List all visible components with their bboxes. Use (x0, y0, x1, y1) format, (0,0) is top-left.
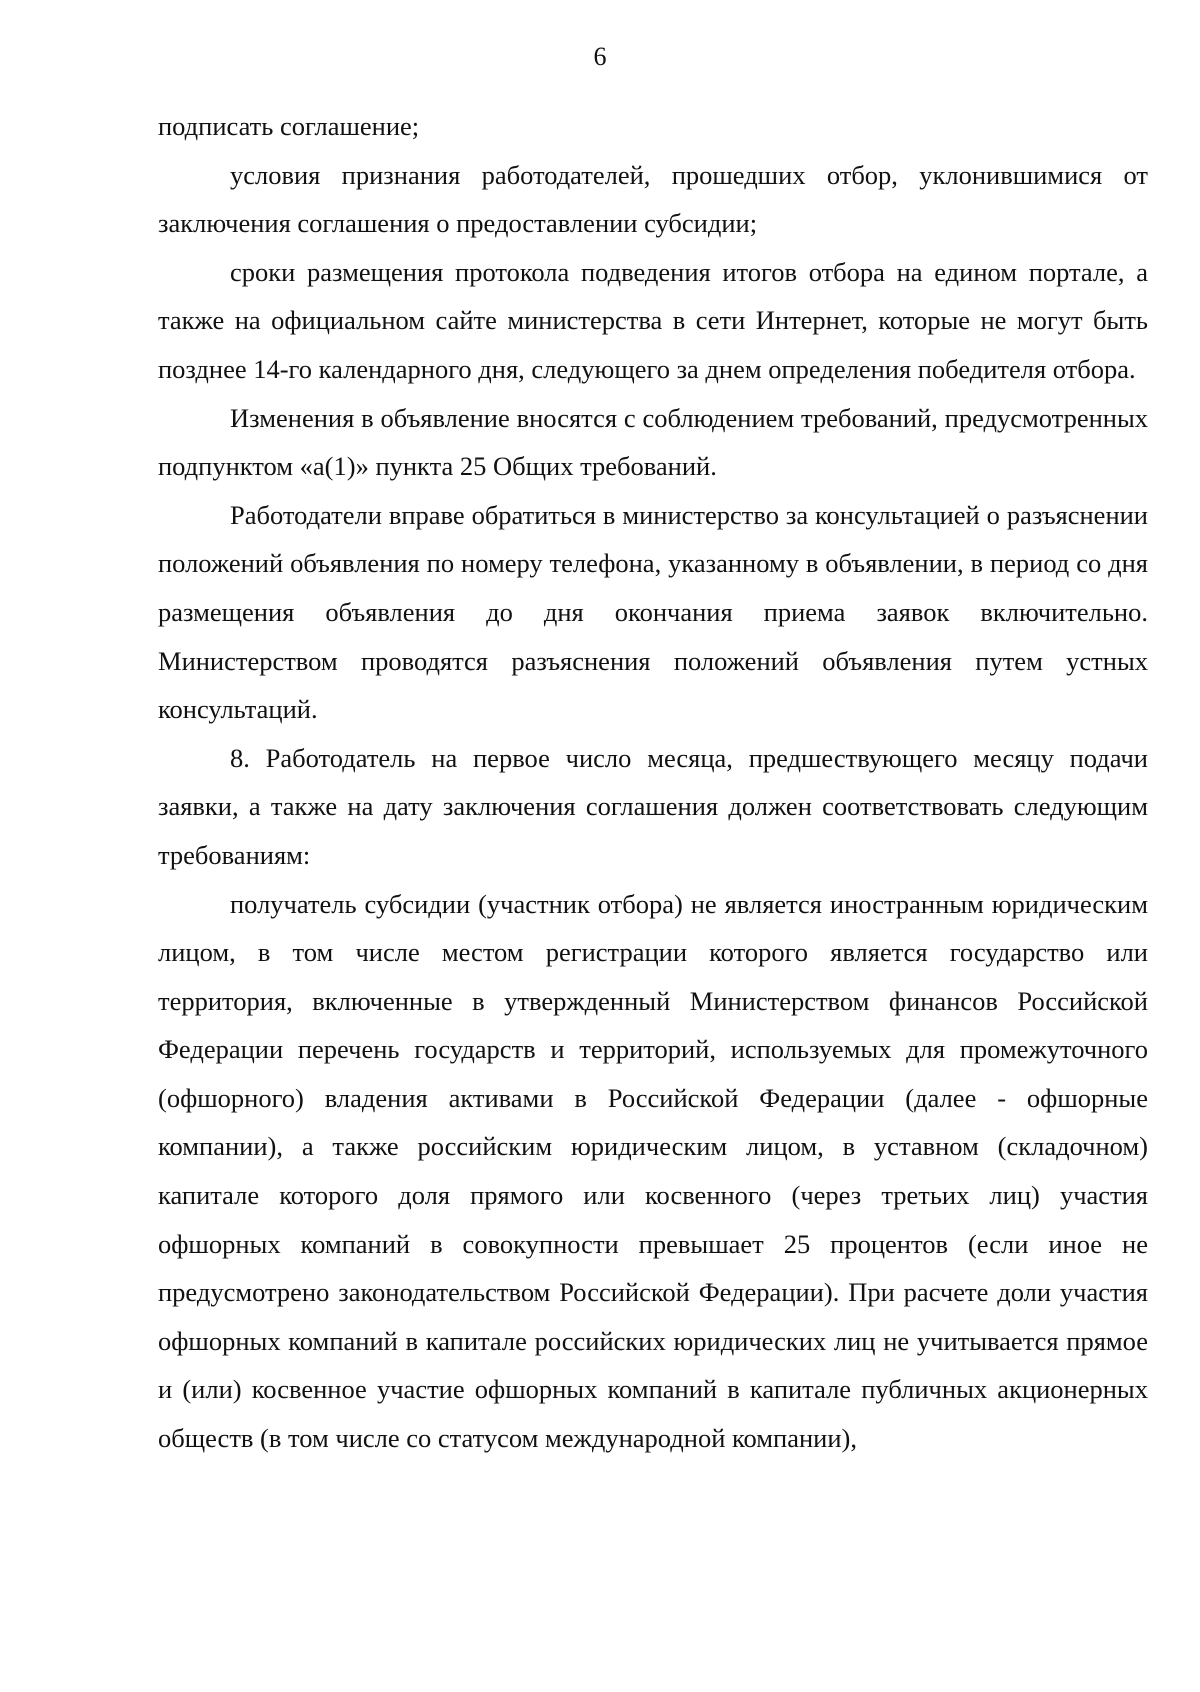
paragraph-consultations: Работодатели вправе обратиться в министерство за консультацией о разъяснении положений объявления по номеру телефона, указанному в объявлении, в период со дня размещения объявления до дня окончания приема заявок включительно. Министерством проводятся разъяснения положений объявления путем устных консультаций. (158, 499, 1148, 725)
page-number: 6 (593, 42, 607, 71)
document-body (158, 102, 1148, 1463)
paragraph-offshore-requirement: получатель субсидии (участник отбора) не является иностранным юридическим лицом, в том числе местом регистрации которого является государство или территория, включенные в утвержденный Министерством финансов Российской Федерации перечень государств и территорий, используемых для промежуточного (офшорного) владения активами в Российской Федерации (далее - офшорные компании), а также российским юридическим лицом, в уставном (складочном) капитале которого доля прямого или косвенного (через третьих лиц) участия офшорных компаний в совокупности превышает 25 процентов (если иное не предусмотрено законодательством Российской Федерации). При расчете доли участия офшорных компаний в капитале российских юридических лиц не учитывается прямое и (или) косвенное участие офшорных компаний в капитале публичных акционерных обществ (в том числе со статусом международной компании), (158, 888, 1148, 1454)
paragraph-item-8-requirements: 8. Работодатель на первое число месяца, предшествующего месяцу подачи заявки, а также на дату заключения соглашения должен соответствовать следующим требованиям: (158, 742, 1148, 870)
paragraph-announcement-changes: Изменения в объявление вносятся с соблюдением требований, предусмотренных подпунктом «а(1)» пункта 25 Общих требований. (158, 402, 1148, 482)
paragraph-protocol-deadlines: сроки размещения протокола подведения итогов отбора на едином портале, а также на официальном сайте министерства в сети Интернет, которые не могут быть позднее 14-го календарного дня, следующего за днем определения победителя отбора. (158, 256, 1148, 384)
paragraph-evasion-conditions: условия признания работодателей, прошедших отбор, уклонившимися от заключения соглашения о предоставлении субсидии; (158, 159, 1148, 239)
paragraph-sign-agreement: подписать соглашение; (158, 111, 420, 141)
